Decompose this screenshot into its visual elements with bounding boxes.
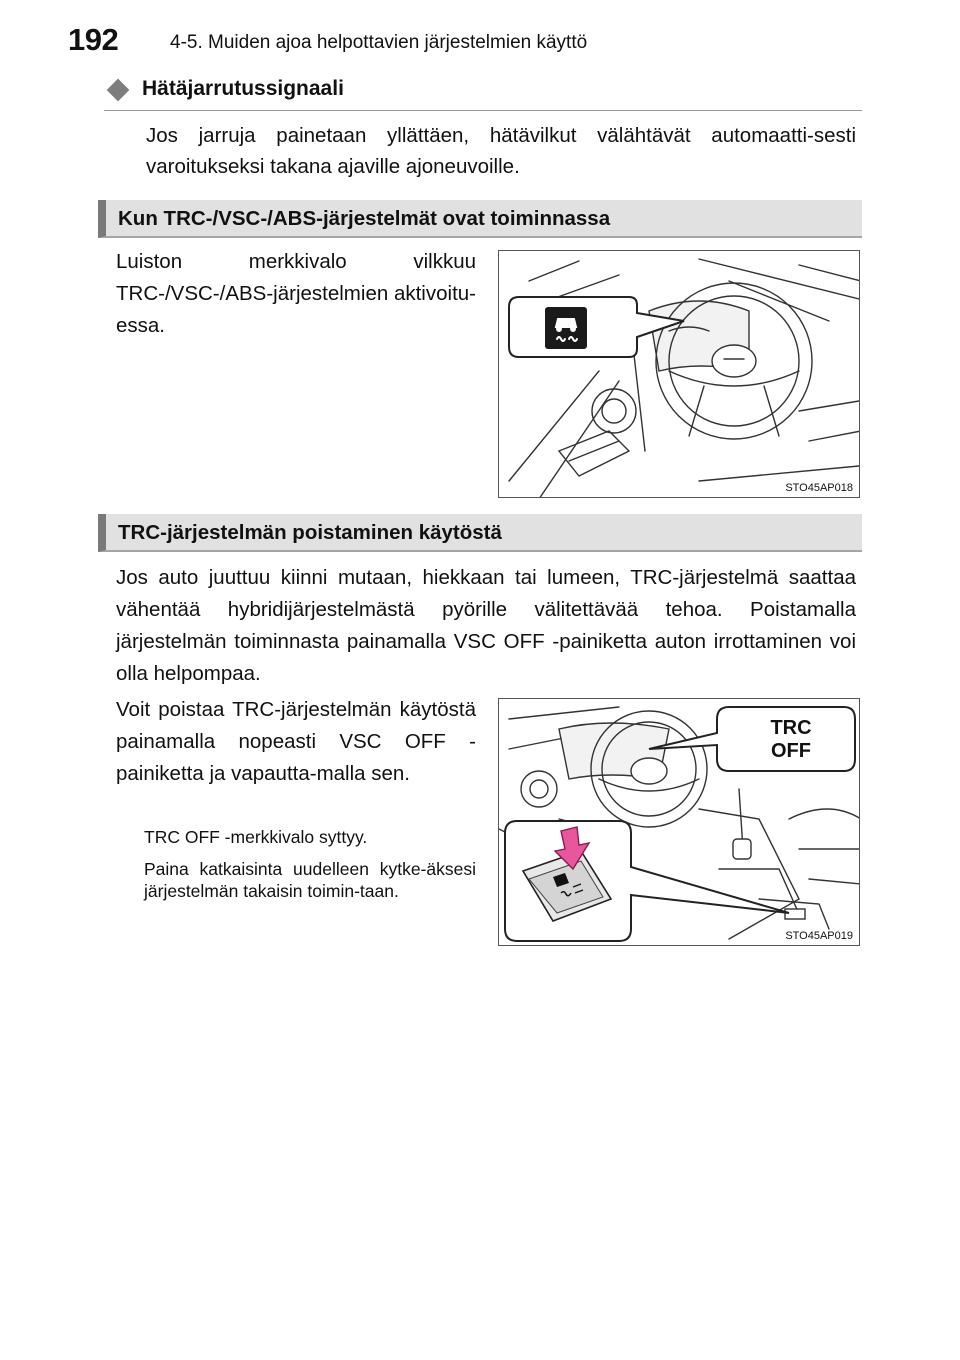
- section-title-1: Kun TRC-/VSC-/ABS-järjestelmät ovat toiminnassa: [118, 207, 611, 230]
- trc-off-callout: [649, 707, 855, 771]
- chapter-title: 4-5. Muiden ajoa helpottavien järjestelmien käyttö: [170, 32, 588, 53]
- console-illustration: [499, 699, 860, 946]
- subsection-paragraph: Jos jarruja painetaan yllättäen, hätävilkut välähtävät automaatti-sesti varoitukseksi takana ajaville ajoneuvoille.: [146, 124, 856, 178]
- figure-code-1: STO45AP018: [785, 482, 853, 494]
- section1-paragraph: Luiston merkkivalo vilkkuu TRC-/VSC-/ABS-järjestelmien aktivoitu-essa.: [116, 250, 476, 337]
- section-heading-2: [98, 514, 862, 552]
- note-press-again: Paina katkaisinta uudelleen kytke-äksesi järjestelmän takaisin toimin-taan.: [144, 859, 476, 901]
- figure-code-2: STO45AP019: [785, 930, 853, 942]
- section2-paragraph: Jos auto juuttuu kiinni mutaan, hiekkaan tai lumeen, TRC-järjestelmä saattaa vähentää hybridijärjestelmästä pyörille välitettävää tehoa. Poistamalla järjestelmän toiminnasta painamalla VSC OFF -painiketta auton irrottaminen voi olla helpompaa.: [116, 566, 856, 685]
- note-indicator-on: TRC OFF -merkkivalo syttyy.: [144, 827, 368, 847]
- figure-dashboard-indicator: [498, 250, 860, 498]
- figure-vsc-off-switch: [498, 698, 860, 946]
- trc-label: TRC: [770, 717, 812, 739]
- section-heading-1: [98, 200, 862, 238]
- off-label: OFF: [771, 740, 811, 762]
- dashboard-illustration: [499, 251, 860, 498]
- subsection-heading: [104, 77, 862, 111]
- diamond-bullet-icon: [107, 79, 130, 102]
- section2-instruction: Voit poistaa TRC-järjestelmän käytöstä painamalla nopeasti VSC OFF -painiketta ja vapautta-malla sen.: [116, 698, 476, 785]
- section-title-2: TRC-järjestelmän poistaminen käytöstä: [118, 521, 502, 544]
- page-number: 192: [68, 22, 119, 57]
- subsection-title: Hätäjarrutussignaali: [142, 77, 344, 100]
